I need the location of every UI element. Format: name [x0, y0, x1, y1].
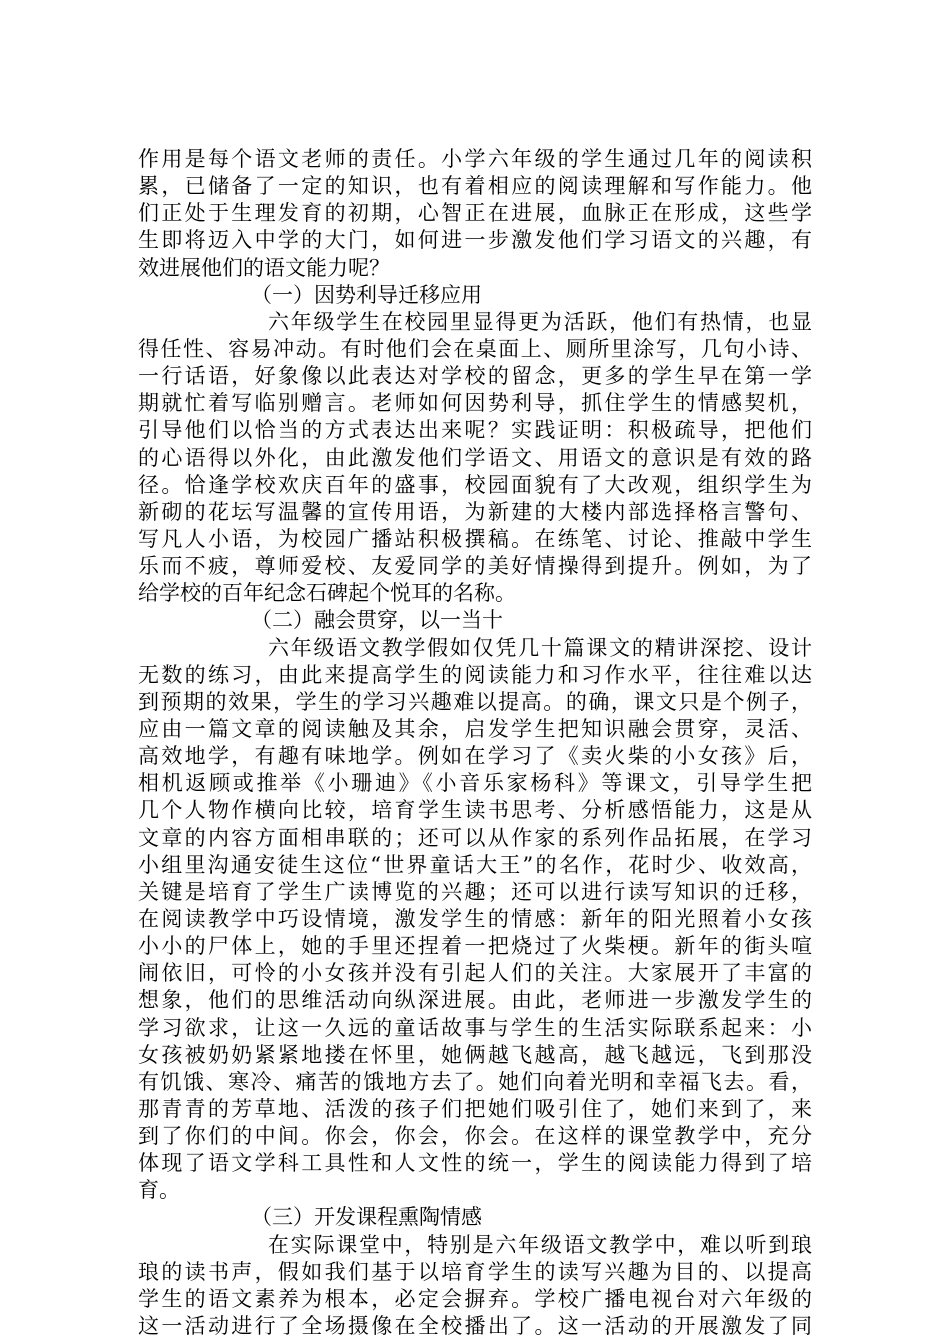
text-line: 在阅读教学中巧设情境，激发学生的情感：新年的阳光照着小女孩 [138, 906, 812, 931]
text-line: 乐而不疲，尊师爱校、友爱同学的美好情操得到提升。例如，为了 [138, 554, 812, 579]
text-line: 无数的练习，由此来提高学生的阅读能力和习作水平，往往难以达 [138, 662, 812, 687]
document-page [138, 146, 812, 1340]
text-line: 期就忙着写临别赠言。老师如何因势利导，抓住学生的情感契机， [138, 391, 812, 416]
section-3-paragraph [138, 1232, 812, 1341]
intro-paragraph [138, 146, 812, 282]
text-line: 六年级语文教学假如仅凭几十篇课文的精讲深挖、设计 [268, 635, 812, 660]
section-heading-2: （二）融会贯穿，以一当十 [251, 608, 503, 633]
text-line: 到预期的效果，学生的学习兴趣难以提高。的确，课文只是个例子， [138, 689, 812, 714]
text-line: 学生的语文素养为根本，必定会摒弃。学校广播电视台对六年级的 [138, 1286, 812, 1311]
text-line: 给学校的百年纪念石碑起个悦耳的名称。 [138, 581, 516, 606]
text-line: 小组里沟通安徒生这位“世界童话大王”的名作，花时少、收效高， [138, 852, 812, 877]
text-line: 应由一篇文章的阅读触及其余，启发学生把知识融会贯穿，灵活、 [138, 716, 812, 741]
text-line: 关键是培育了学生广读博览的兴趣；还可以进行读写知识的迁移， [138, 879, 812, 904]
text-line: 相机返顾或推举《小珊迪》《小音乐家杨科》等课文，引导学生把 [138, 771, 812, 796]
text-line: 学习欲求，让这一久远的童话故事与学生的生活实际联系起来：小 [138, 1015, 812, 1040]
text-line: 这一活动进行了全场摄像在全校播出了。这一活动的开展激发了同 [138, 1314, 812, 1339]
text-line: 累，已储备了一定的知识，也有着相应的阅读理解和写作能力。他 [138, 174, 812, 199]
text-line: 体现了语文学科工具性和人文性的统一，学生的阅读能力得到了培 [138, 1151, 812, 1176]
text-line: 得任性、容易冲动。有时他们会在桌面上、厕所里涂写，几句小诗、 [138, 336, 812, 361]
text-line: 们正处于生理发育的初期，心智正在进展，血脉正在形成，这些学 [138, 201, 812, 226]
section-heading-1: （一）因势利导迁移应用 [251, 282, 482, 307]
text-line: 作用是每个语文老师的责任。小学六年级的学生通过几年的阅读积 [138, 147, 812, 171]
text-line: 径。恰逢学校欢庆百年的盛事，校园面貌有了大改观，组织学生为 [138, 472, 812, 497]
text-line: 女孩被奶奶紧紧地搂在怀里，她俩越飞越高，越飞越远，飞到那没 [138, 1042, 812, 1067]
text-line: 高效地学，有趣有味地学。例如在学习了《卖火柴的小女孩》后， [138, 744, 812, 769]
text-line: 文章的内容方面相串联的；还可以从作家的系列作品拓展，在学习 [138, 825, 812, 850]
text-line: 一行话语，好象像以此表达对学校的留念，更多的学生早在第一学 [138, 364, 812, 389]
text-line: 生即将迈入中学的大门，如何进一步激发他们学习语文的兴趣，有 [138, 228, 812, 253]
section-2-paragraph [138, 635, 812, 1205]
text-line: 育。 [138, 1178, 180, 1203]
text-line: 到了你们的中间。你会，你会，你会。在这样的课堂教学中，充分 [138, 1124, 812, 1149]
text-line: 新砌的花坛写温馨的宣传用语，为新建的大楼内部选择格言警句、 [138, 499, 812, 524]
text-line: 想象，他们的思维活动向纵深进展。由此，老师进一步激发学生的 [138, 988, 812, 1013]
section-heading-3: （三）开发课程熏陶情感 [251, 1205, 482, 1230]
text-line: 在实际课堂中，特别是六年级语文教学中，难以听到琅 [268, 1232, 812, 1257]
text-line: 闹依旧，可怜的小女孩并没有引起人们的关注。大家展开了丰富的 [138, 961, 812, 986]
text-line: 效进展他们的语文能力呢？ [138, 255, 390, 280]
text-line: 琅的读书声，假如我们基于以培育学生的读写兴趣为目的、以提高 [138, 1259, 812, 1284]
text-line: 小小的尸体上，她的手里还捏着一把烧过了火柴梗。新年的街头喧 [138, 934, 812, 959]
text-line: 几个人物作横向比较，培育学生读书思考、分析感悟能力，这是从 [138, 798, 812, 823]
text-line: 那青青的芳草地、活泼的孩子们把她们吸引住了，她们来到了，来 [138, 1096, 812, 1121]
text-line: 有饥饿、寒冷、痛苦的饿地方去了。她们向着光明和幸福飞去。看， [138, 1069, 812, 1094]
text-line: 引导他们以恰当的方式表达出来呢？实践证明：积极疏导，把他们 [138, 418, 812, 443]
text-line: 写凡人小语，为校园广播站积极撰稿。在练笔、讨论、推敲中学生 [138, 526, 812, 551]
text-line: 六年级学生在校园里显得更为活跃，他们有热情，也显 [268, 309, 812, 334]
text-line: 的心语得以外化，由此激发他们学语文、用语文的意识是有效的路 [138, 445, 812, 470]
section-1-paragraph [138, 309, 812, 608]
